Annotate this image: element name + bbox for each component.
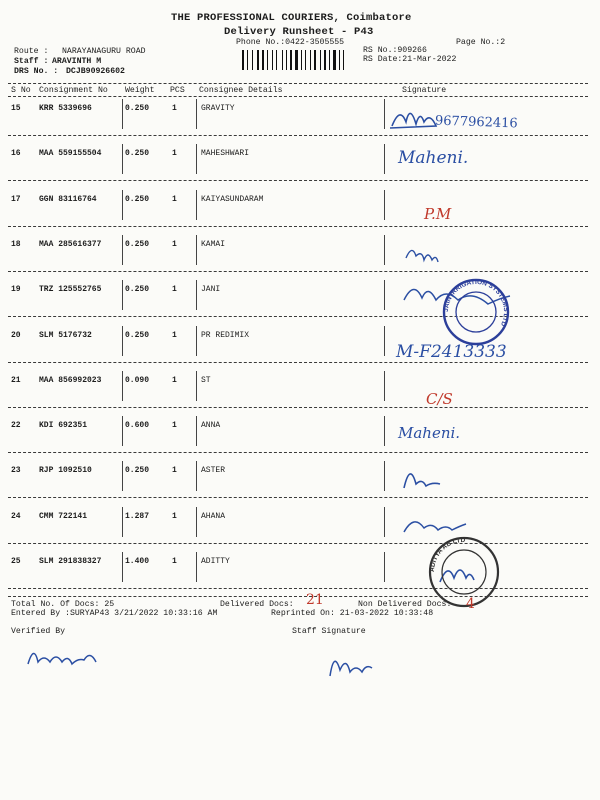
staff-signature-label: Staff Signature [292,627,366,636]
divider [8,596,588,597]
aditya-stamp-text: ADITYA AB LTD [428,536,466,573]
col-signature: Signature [402,86,447,95]
phone-number: Phone No.:0422-3505555 [236,38,345,47]
row-consignee: ST [201,375,211,385]
row-consignment: TRZ 125552765 [39,285,102,295]
row-weight: 0.250 [125,104,150,113]
row-sno: 21 [11,375,21,385]
row-consignment: MAA 559155504 [39,149,102,159]
row-weight: 1.287 [125,511,150,521]
row-pcs: 1 [172,149,177,159]
row-weight: 1.400 [125,557,150,566]
staff-label: Staff : [14,57,49,66]
route-value: NARAYANAGURU ROAD [62,47,146,56]
row-consignment: CMM 722141 [39,511,88,521]
row-sno: 20 [11,330,21,340]
row-weight: 0.250 [125,239,150,249]
row-weight: 0.250 [125,285,150,295]
col-pcs: PCS [170,86,185,95]
page-number: Page No.:2 [456,38,506,47]
delivered-count: 21 [306,592,324,608]
total-docs: Total No. Of Docs: 25 [11,600,115,609]
signature-17: P.M [424,205,452,223]
row-weight: 0.250 [125,194,150,204]
row-consignment: KDI 692351 [39,421,88,431]
row-pcs: 1 [172,330,177,340]
row-consignee: KAIYASUNDARAM [201,194,264,204]
drs-label: DRS No. : [14,67,59,76]
entered-by: Entered By :SURYAP43 3/21/2022 10:33:16 AM [11,609,218,618]
row-consignment: RJP 1092510 [39,466,92,476]
route-label: Route : [14,47,49,56]
signature-22: Maheni. [398,424,461,442]
row-consignee: ASTER [201,466,226,476]
row-consignee: PR REDIMIX [201,330,250,340]
verified-by-label: Verified By [11,627,66,636]
col-consignment: Consignment No [39,86,108,95]
row-weight: 0.250 [125,149,150,159]
row-sno: 22 [11,421,21,431]
row-sno: 23 [11,466,21,476]
row-weight: 0.250 [125,330,150,340]
row-pcs: 1 [172,466,177,476]
row-pcs: 1 [172,285,177,295]
row-consignee: GRAVITY [201,104,235,113]
row-pcs: 1 [172,375,177,385]
col-weight: Weight [125,86,155,95]
row-weight: 0.090 [125,375,150,385]
staff-value: ARAVINTH M [52,57,102,66]
rs-number: RS No.:909266 [363,46,427,55]
row-sno: 24 [11,511,21,521]
row-consignee: ADITTY [201,557,230,566]
row-consignment: SLM 291838327 [39,557,102,566]
handwritten-phone: 9677962416 [434,113,518,132]
row-pcs: 1 [172,557,177,566]
row-sno: 18 [11,239,21,249]
col-sno: S No [11,86,31,95]
row-sno: 25 [11,557,21,566]
row-consignment: SLM 5176732 [39,330,92,340]
drs-value: DCJB90926602 [66,67,125,76]
row-pcs: 1 [172,194,177,204]
row-consignment: MAA 856992023 [39,375,102,385]
row-consignee: MAHESHWARI [201,149,250,159]
row-sno: 19 [11,285,21,295]
row-pcs: 1 [172,421,177,431]
row-consignee: KAMAI [201,239,226,249]
row-sno: 15 [11,104,21,113]
sheet-title: Delivery Runsheet - P43 [224,26,374,38]
signature-20: M-F2413333 [396,342,507,362]
row-consignee: AHANA [201,511,226,521]
company-title: THE PROFESSIONAL COURIERS, Coimbatore [171,12,412,24]
reprinted-on: Reprinted On: 21-03-2022 10:33:48 [271,609,434,618]
signature-21: C/S [426,390,453,408]
row-consignment: KRR 5339696 [39,104,92,113]
row-pcs: 1 [172,104,177,113]
row-pcs: 1 [172,511,177,521]
rs-date: RS Date:21-Mar-2022 [363,55,457,64]
delivered-docs-label: Delivered Docs: [220,600,294,609]
row-sno: 17 [11,194,21,204]
row-sno: 16 [11,149,21,159]
jain-stamp-text: JAIN IRRIGATION SYSTEMS LTD [442,278,510,328]
col-consignee: Consignee Details [199,86,283,95]
non-delivered-docs-label: Non Delivered Docs: [358,600,452,609]
row-weight: 0.600 [125,421,150,431]
row-consignment: GGN 83116764 [39,194,97,204]
row-consignment: MAA 285616377 [39,239,102,249]
undelivered-count: 4 [466,596,475,612]
row-pcs: 1 [172,239,177,249]
row-consignee: ANNA [201,421,221,431]
row-weight: 0.250 [125,466,150,476]
signature-16: Maheni. [398,148,469,168]
row-consignee: JANI [201,285,221,295]
